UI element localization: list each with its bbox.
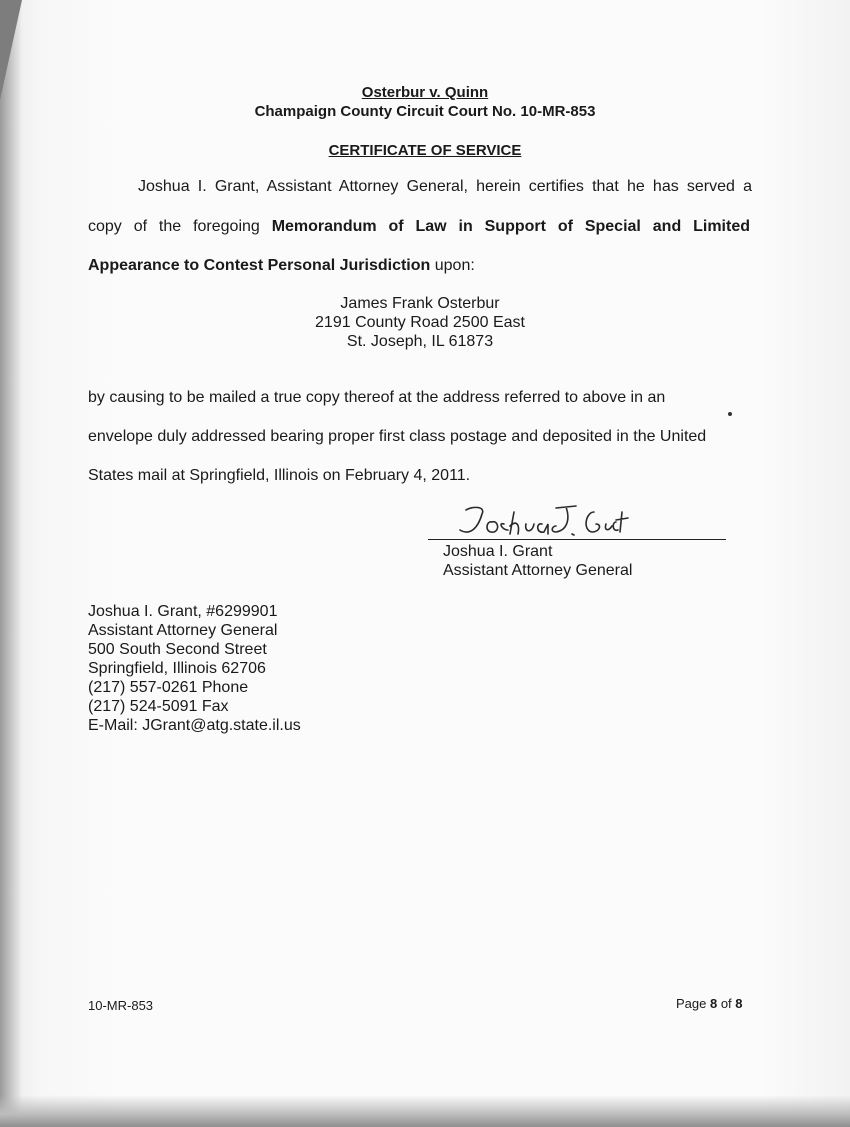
page-total: 8 <box>735 996 743 1011</box>
recipient-city: St. Joseph, IL 61873 <box>346 333 494 350</box>
court-case-number: Champaign County Circuit Court No. 10-MR-853 <box>254 103 596 120</box>
page-current: 8 <box>709 996 718 1011</box>
handwritten-signature <box>452 500 632 544</box>
contact-city: Springfield, Illinois 62706 <box>88 660 266 677</box>
recipient-name: James Frank Osterbur <box>340 295 500 312</box>
contact-street: 500 South Second Street <box>88 641 267 658</box>
footer-case-number: 10-MR-853 <box>88 998 154 1013</box>
contact-fax: (217) 524-5091 Fax <box>88 698 229 715</box>
body-line-3-text: upon: <box>430 257 475 274</box>
signer-title: Assistant Attorney General <box>443 562 633 579</box>
body-line-4: by causing to be mailed a true copy thereof at the address referred to above in an <box>88 389 666 406</box>
contact-name: Joshua I. Grant, #6299901 <box>88 603 278 620</box>
case-title: Osterbur v. Quinn <box>361 84 489 101</box>
page-of: of <box>717 996 736 1011</box>
recipient-street: 2191 County Road 2500 East <box>315 314 525 331</box>
body-line-6: States mail at Springfield, Illinois on February 4, 2011. <box>88 467 471 484</box>
contact-email: E-Mail: JGrant@atg.state.il.us <box>88 717 301 734</box>
contact-title: Assistant Attorney General <box>88 622 278 639</box>
scan-shadow-bottom <box>0 1095 850 1127</box>
signature-line <box>428 539 726 540</box>
certificate-title: CERTIFICATE OF SERVICE <box>328 142 522 159</box>
body-line-1: Joshua I. Grant, Assistant Attorney General, herein certifies that he has served a <box>138 178 752 195</box>
scan-speck <box>728 412 732 416</box>
document-title-part-2: Appearance to Contest Personal Jurisdiction <box>88 257 431 274</box>
body-line-5: envelope duly addressed bearing proper first class postage and deposited in the United <box>88 428 707 445</box>
page-prefix: Page <box>676 996 710 1011</box>
document-title-part-1: Memorandum of Law in Support of Special and Limited <box>271 218 751 235</box>
signer-name: Joshua I. Grant <box>443 543 553 560</box>
contact-phone: (217) 557-0261 Phone <box>88 679 249 696</box>
page-number <box>676 996 743 1011</box>
scan-shadow-left <box>0 0 22 1127</box>
body-line-2-text: copy of the foregoing <box>88 218 272 235</box>
body-line-2 <box>88 218 750 236</box>
body-line-3 <box>88 257 750 275</box>
